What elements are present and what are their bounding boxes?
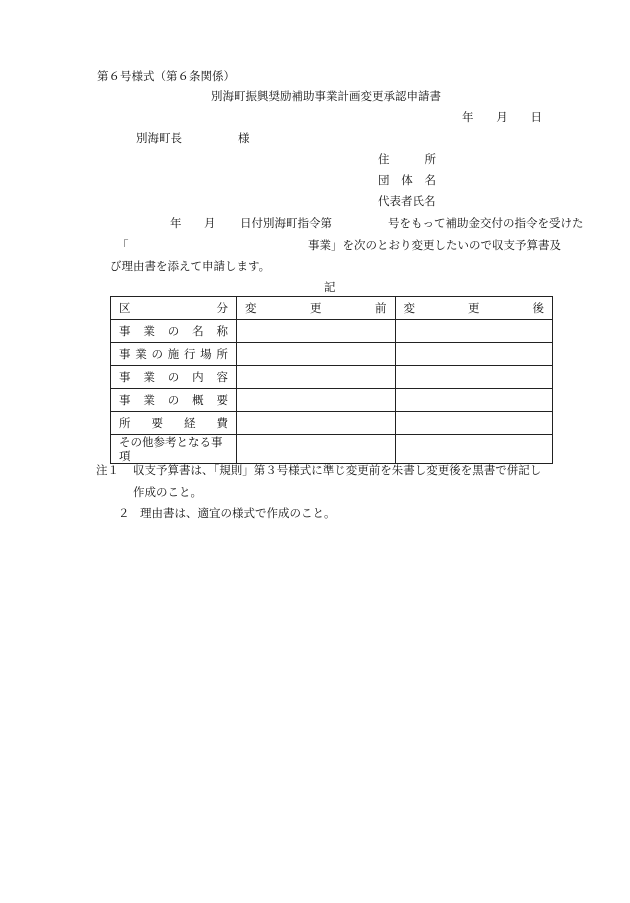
header-char: 区 <box>119 301 131 315</box>
header-after <box>395 297 552 320</box>
category-char: の <box>167 370 180 384</box>
table-row <box>111 435 553 464</box>
note-2-label: ２ <box>118 506 130 520</box>
header-before <box>236 297 395 320</box>
after-cell[interactable] <box>395 343 552 366</box>
category-char: 容 <box>216 370 228 384</box>
category-char: 経 <box>183 416 196 430</box>
category-char: 施 <box>167 347 180 361</box>
category-char: 業 <box>143 393 155 407</box>
after-cell[interactable] <box>395 389 552 412</box>
after-cell[interactable] <box>395 412 552 435</box>
after-cell[interactable] <box>395 320 552 343</box>
date-month-label: 月 <box>496 110 508 124</box>
org-char: 名 <box>424 173 436 187</box>
category-cell <box>111 320 237 343</box>
header-category <box>111 297 237 320</box>
category-char: の <box>151 347 163 361</box>
table-row <box>111 412 553 435</box>
category-char: 称 <box>216 324 228 338</box>
table-row <box>111 343 553 366</box>
body-quote-open: 「 <box>117 238 129 252</box>
address-char: 所 <box>424 152 436 166</box>
header-char: 後 <box>532 301 544 315</box>
category-char: 要 <box>151 416 163 430</box>
category-char: 業 <box>135 347 147 361</box>
category-char: 事 <box>119 347 131 361</box>
note-1-text: 収支予算書は、「規則」第３号様式に準じ変更前を朱書し変更後を黒書で併記し <box>133 463 542 477</box>
category-text: その他参考となる事項 <box>119 435 223 463</box>
applicant-address-label <box>378 152 436 166</box>
category-cell <box>111 435 237 464</box>
category-char: 内 <box>192 370 204 384</box>
after-cell[interactable] <box>395 435 552 464</box>
change-table <box>110 296 553 464</box>
form-number: 第６号様式（第６条関係） <box>97 69 235 83</box>
category-cell <box>111 389 237 412</box>
category-cell <box>111 412 237 435</box>
category-char: 事 <box>119 393 131 407</box>
header-char: 更 <box>309 301 322 315</box>
before-cell[interactable] <box>236 320 395 343</box>
category-char: 名 <box>192 324 204 338</box>
category-char: 行 <box>183 347 196 361</box>
body-line-3: び理由書を添えて申請します。 <box>110 259 271 273</box>
category-cell <box>111 343 237 366</box>
category-char: の <box>167 324 180 338</box>
page-title: 別海町振興奨励補助事業計画変更承認申請書 <box>211 89 441 103</box>
body-project-rest: 事業」を次のとおり変更したいので収支予算書及 <box>308 238 561 252</box>
body-year: 年 <box>170 216 182 230</box>
note-1-continuation: 作成のこと。 <box>133 485 202 499</box>
category-char: 所 <box>216 347 228 361</box>
before-cell[interactable] <box>236 412 395 435</box>
category-char: 業 <box>143 370 155 384</box>
date-line <box>462 110 542 124</box>
category-char: 費 <box>216 416 228 430</box>
after-cell[interactable] <box>395 366 552 389</box>
before-cell[interactable] <box>236 435 395 464</box>
header-char: 前 <box>375 301 387 315</box>
category-char: 事 <box>119 370 131 384</box>
table-row <box>111 366 553 389</box>
before-cell[interactable] <box>236 343 395 366</box>
note-2-text: 理由書は、適宜の様式で作成のこと。 <box>140 506 336 520</box>
note-1 <box>96 463 564 477</box>
category-char: の <box>167 393 180 407</box>
record-heading: 記 <box>324 280 336 294</box>
category-cell <box>111 366 237 389</box>
table-row <box>111 389 553 412</box>
body-month: 月 <box>204 216 216 230</box>
category-char: 要 <box>216 393 228 407</box>
category-char: 場 <box>200 347 212 361</box>
before-cell[interactable] <box>236 366 395 389</box>
org-char: 体 <box>401 173 413 187</box>
note-1-label: 注１ <box>96 463 119 477</box>
header-char: 更 <box>468 301 480 315</box>
date-year-label: 年 <box>462 110 474 124</box>
header-char: 変 <box>244 301 257 315</box>
header-char: 分 <box>216 301 228 315</box>
addressee-name: 別海町長 <box>136 131 182 145</box>
note-2 <box>118 506 336 520</box>
body-directive-rest: 号をもって補助金交付の指令を受けた <box>388 216 584 230</box>
before-cell[interactable] <box>236 389 395 412</box>
category-char: 所 <box>119 416 131 430</box>
address-char: 住 <box>378 152 390 166</box>
category-char: 概 <box>192 393 204 407</box>
table-row <box>111 320 553 343</box>
applicant-rep-label: 代表者氏名 <box>378 194 436 208</box>
category-char: 業 <box>143 324 155 338</box>
date-day-label: 日 <box>530 110 542 124</box>
addressee-honorific: 様 <box>238 131 250 145</box>
applicant-org-label <box>378 173 436 187</box>
org-char: 団 <box>378 173 390 187</box>
body-directive: 日付別海町指令第 <box>240 216 332 230</box>
table-header-row <box>111 297 553 320</box>
category-char: 事 <box>119 324 131 338</box>
header-char: 変 <box>403 301 416 315</box>
